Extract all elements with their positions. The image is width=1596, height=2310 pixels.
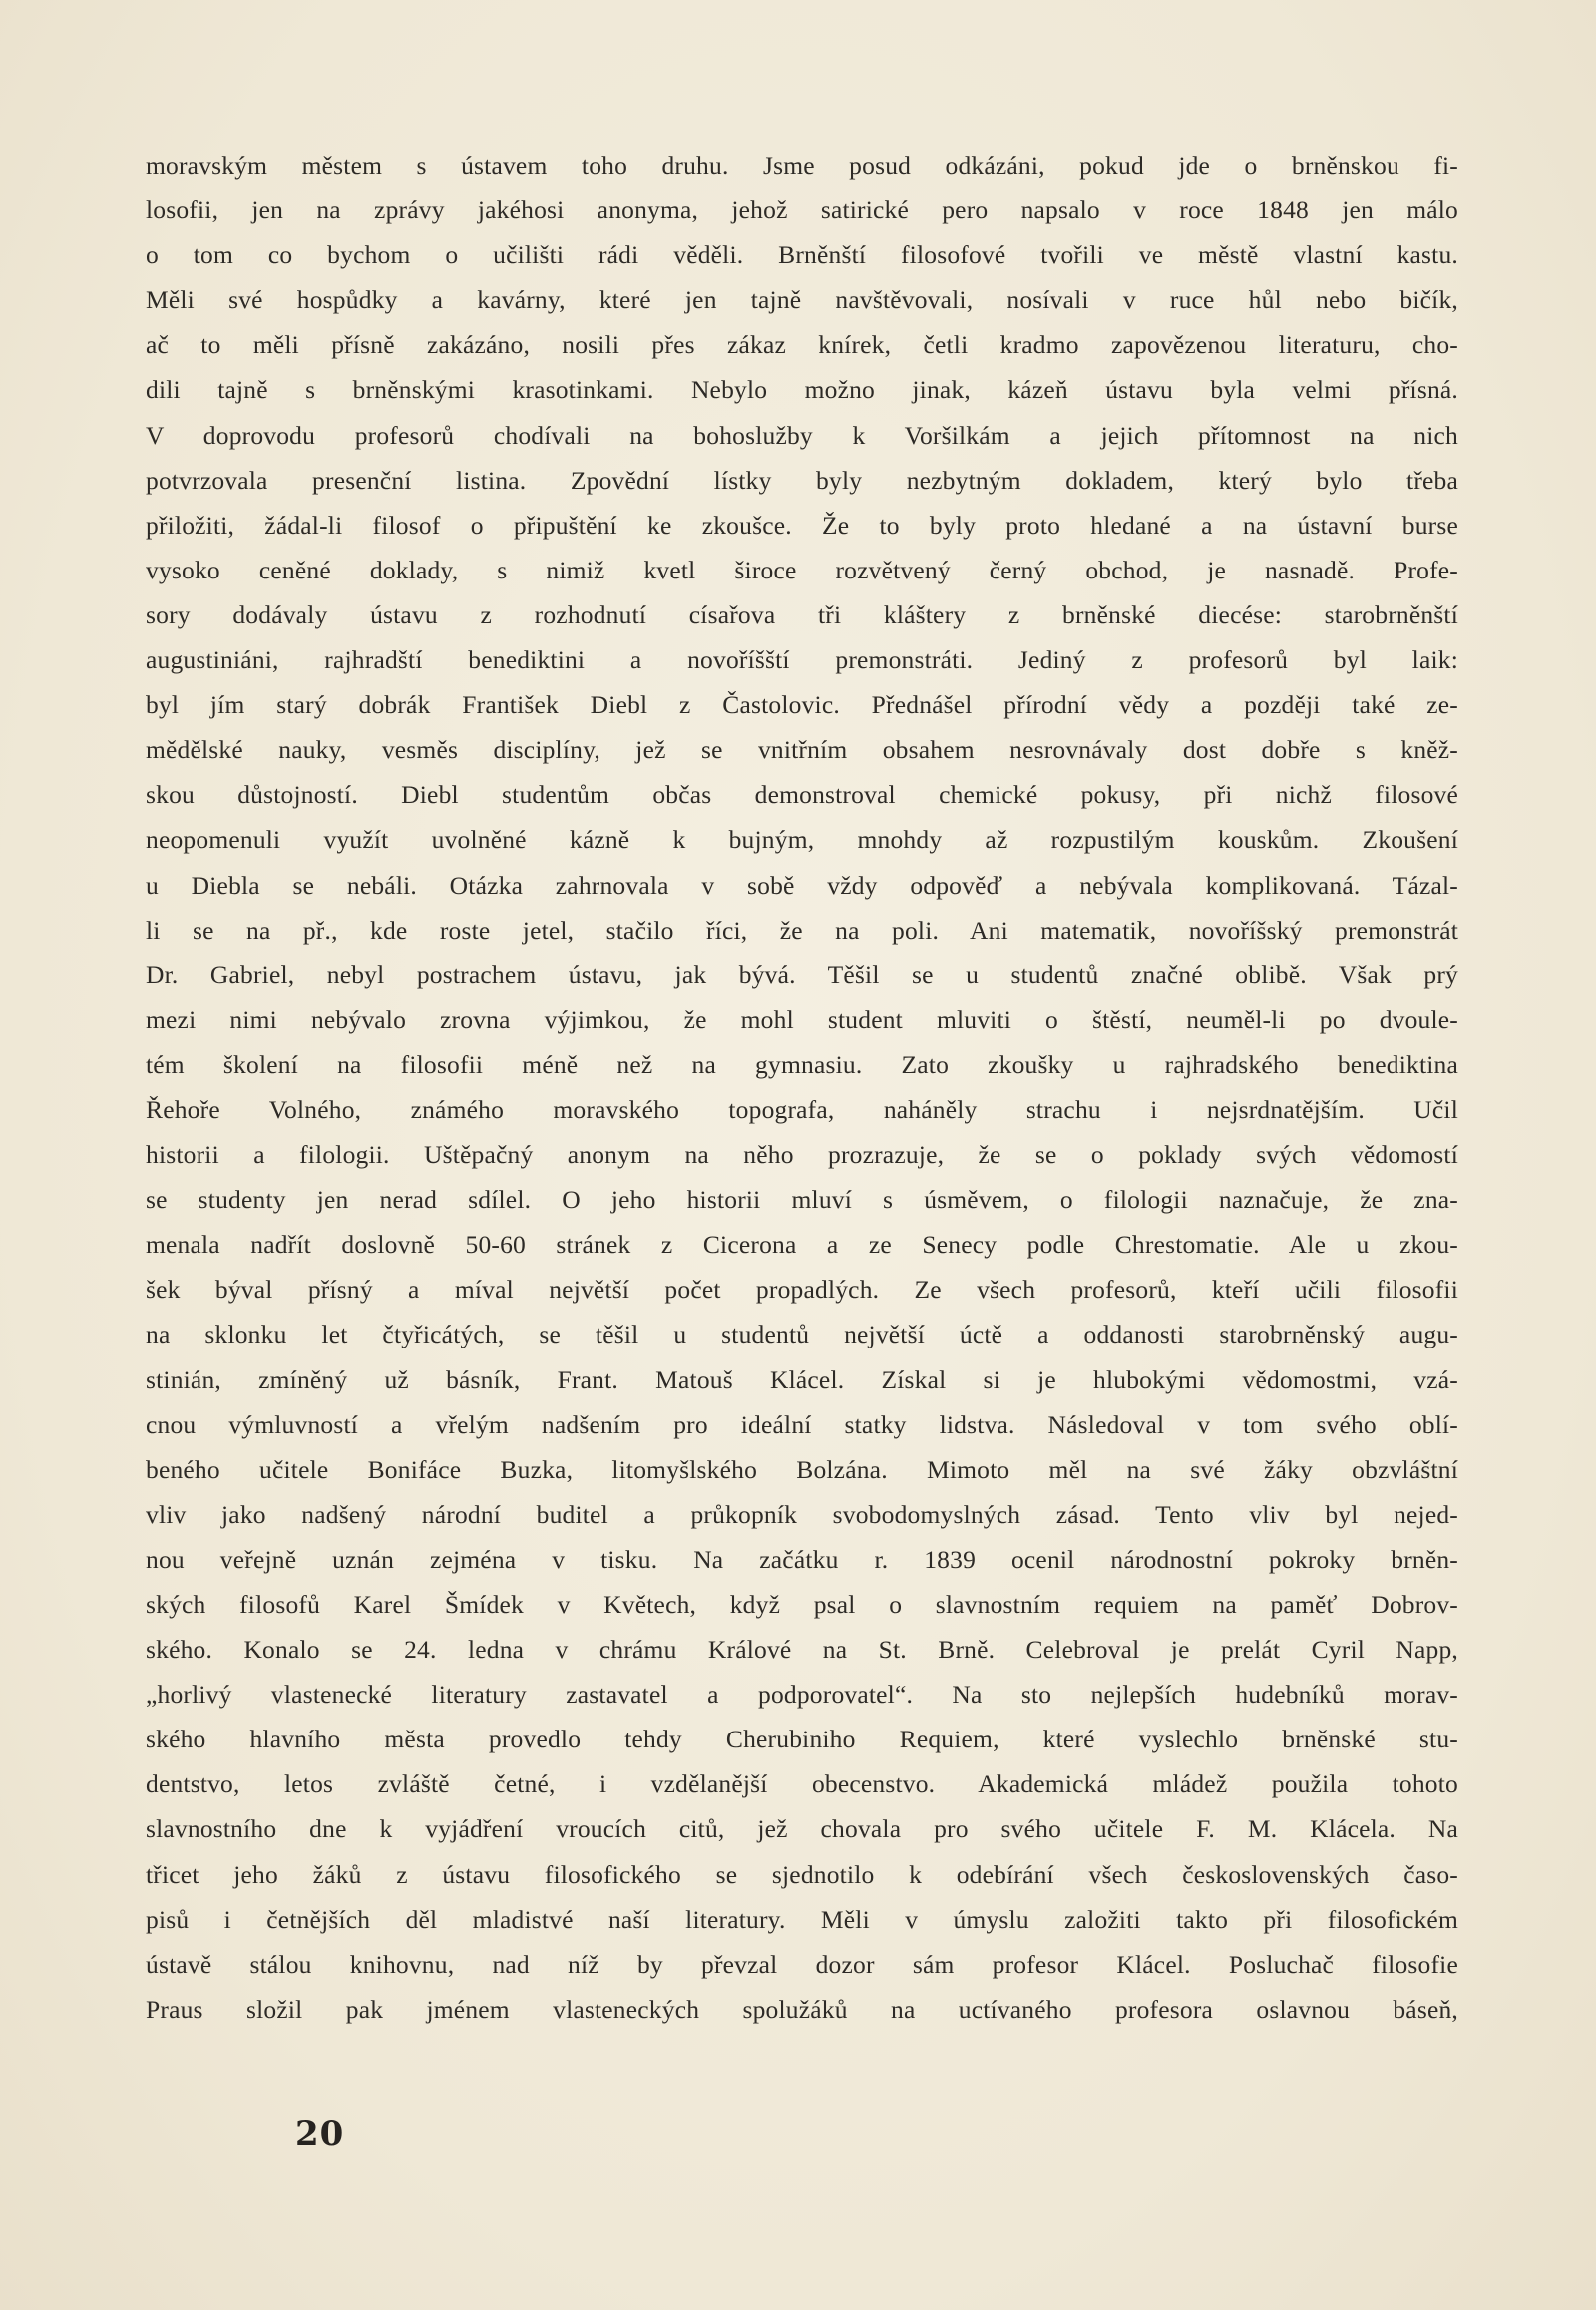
text-line: dentstvo, letos zvláště četné, i vzdělanější obecenstvo. Akademická mládež použila tohoto <box>146 1769 1458 1799</box>
text-line: Řehoře Volného, známého moravského topografa, naháněly strachu i nejsrdnatějším. Učil <box>146 1094 1458 1124</box>
text-line: vliv jako nadšený národní buditel a průkopník svobodomyslných zásad. Tento vliv byl nejed- <box>146 1499 1458 1529</box>
text-line: pisů i četnějších děl mladistvé naší literatury. Měli v úmyslu založiti takto při filosofickém <box>146 1904 1458 1934</box>
text-line: skou důstojností. Diebl studentům občas demonstroval chemické pokusy, při nichž filosové <box>146 780 1458 810</box>
text-line: ského. Konalo se 24. ledna v chrámu Králové na St. Brně. Celebroval je prelát Cyril Napp, <box>146 1635 1458 1665</box>
text-line: na sklonku let čtyřicátých, se těšil u studentů největší úctě a oddanosti starobrněnský augu- <box>146 1320 1458 1349</box>
text-line: o tom co bychom o učilišti rádi věděli. Brněnští filosofové tvořili ve městě vlastní kastu. <box>146 240 1458 270</box>
text-line: Měli své hospůdky a kavárny, které jen tajně navštěvovali, nosívali v ruce hůl nebo bičík, <box>146 285 1458 315</box>
text-line: neopomenuli využít uvolněné kázně k bujným, mnohdy až rozpustilým kouskům. Zkoušení <box>146 825 1458 855</box>
text-line: cnou výmluvností a vřelým nadšením pro ideální statky lidstva. Následoval v tom svého oblí- <box>146 1409 1458 1439</box>
text-line: moravským městem s ústavem toho druhu. Jsme posud odkázáni, pokud jde o brněnskou fi- <box>146 151 1458 180</box>
text-line: losofii, jen na zprávy jakéhosi anonyma, jehož satirické pero napsalo v roce 1848 jen málo <box>146 195 1458 225</box>
text-line: stinián, zmíněný už básník, Frant. Matouš Klácel. Získal si je hlubokými vědomostmi, vzá- <box>146 1364 1458 1394</box>
body-text <box>146 143 1458 2032</box>
text-line: se studenty jen nerad sdílel. O jeho historii mluví s úsměvem, o filologii naznačuje, že zna- <box>146 1185 1458 1215</box>
text-line: „horlivý vlastenecké literatury zastavatel a podporovatel“. Na sto nejlepších hudebníků morav- <box>146 1680 1458 1710</box>
text-line: byl jím starý dobrák František Diebl z Častolovic. Přednášel přírodní vědy a později také ze- <box>146 690 1458 720</box>
text-line: augustiniáni, rajhradští benediktini a novoříšští premonstráti. Jediný z profesorů byl laik: <box>146 645 1458 675</box>
text-line: u Diebla se nebáli. Otázka zahrnovala v sobě vždy odpověď a nebývala komplikovaná. Tázal- <box>146 870 1458 900</box>
text-line: ústavě stálou knihovnu, nad níž by převzal dozor sám profesor Klácel. Posluchač filosofie <box>146 1949 1458 1979</box>
text-line: slavnostního dne k vyjádření vroucích citů, jež chovala pro svého učitele F. M. Klácela. Na <box>146 1814 1458 1844</box>
page-number: 20 <box>295 2115 345 2154</box>
text-line: potvrzovala presenční listina. Zpovědní lístky byly nezbytným dokladem, který bylo třeba <box>146 465 1458 495</box>
text-line: historii a filologii. Uštěpačný anonym na něho prozrazuje, že se o poklady svých vědomostí <box>146 1140 1458 1170</box>
text-line: ač to měli přísně zakázáno, nosili přes zákaz knírek, četli kradmo zapovězenou literaturu, cho- <box>146 330 1458 360</box>
text-line: Praus složil pak jménem vlasteneckých spolužáků na uctívaného profesora oslavnou báseň, <box>146 1994 1458 2024</box>
text-line: dili tajně s brněnskými krasotinkami. Nebylo možno jinak, kázeň ústavu byla velmi přísná. <box>146 375 1458 405</box>
text-line: ských filosofů Karel Šmídek v Květech, když psal o slavnostním requiem na paměť Dobrov- <box>146 1590 1458 1619</box>
text-line: mědělské nauky, vesměs disciplíny, jež se vnitřním obsahem nesrovnávaly dost dobře s kněž- <box>146 735 1458 765</box>
text-line: mezi nimi nebývalo zrovna výjimkou, že mohl student mluviti o štěstí, neuměl-li po dvoule- <box>146 1004 1458 1034</box>
text-line: přiložiti, žádal-li filosof o připuštění ke zkoušce. Že to byly proto hledané a na ústavní burse <box>146 510 1458 540</box>
text-line: menala nadřít doslovně 50-60 stránek z Cicerona a ze Senecy podle Chrestomatie. Ale u zkou- <box>146 1230 1458 1260</box>
text-line: šek býval přísný a míval největší počet propadlých. Ze všech profesorů, kteří učili filosofii <box>146 1275 1458 1305</box>
text-line: tém školení na filosofii méně než na gymnasiu. Zato zkoušky u rajhradského benediktina <box>146 1049 1458 1079</box>
text-line: sory dodávaly ústavu z rozhodnutí císařova tři kláštery z brněnské diecése: starobrněnští <box>146 599 1458 629</box>
text-line: třicet jeho žáků z ústavu filosofického se sjednotilo k odebírání všech československých časo- <box>146 1859 1458 1889</box>
text-line: V doprovodu profesorů chodívali na bohoslužby k Voršilkám a jejich přítomnost na nich <box>146 420 1458 450</box>
text-line: li se na př., kde roste jetel, stačilo říci, že na poli. Ani matematik, novoříšský premonstrát <box>146 915 1458 945</box>
text-line: Dr. Gabriel, nebyl postrachem ústavu, jak bývá. Těšil se u studentů značné oblibě. Však prý <box>146 960 1458 989</box>
text-line: ského hlavního města provedlo tehdy Cherubiniho Requiem, které vyslechlo brněnské stu- <box>146 1725 1458 1754</box>
text-line: beného učitele Bonifáce Buzka, litomyšlského Bolzána. Mimoto měl na své žáky obzvláštní <box>146 1454 1458 1484</box>
text-line: nou veřejně uznán zejména v tisku. Na začátku r. 1839 ocenil národnostní pokroky brněn- <box>146 1544 1458 1574</box>
text-line: vysoko ceněné doklady, s nimiž kvetl široce rozvětvený černý obchod, je nasnadě. Profe- <box>146 555 1458 584</box>
